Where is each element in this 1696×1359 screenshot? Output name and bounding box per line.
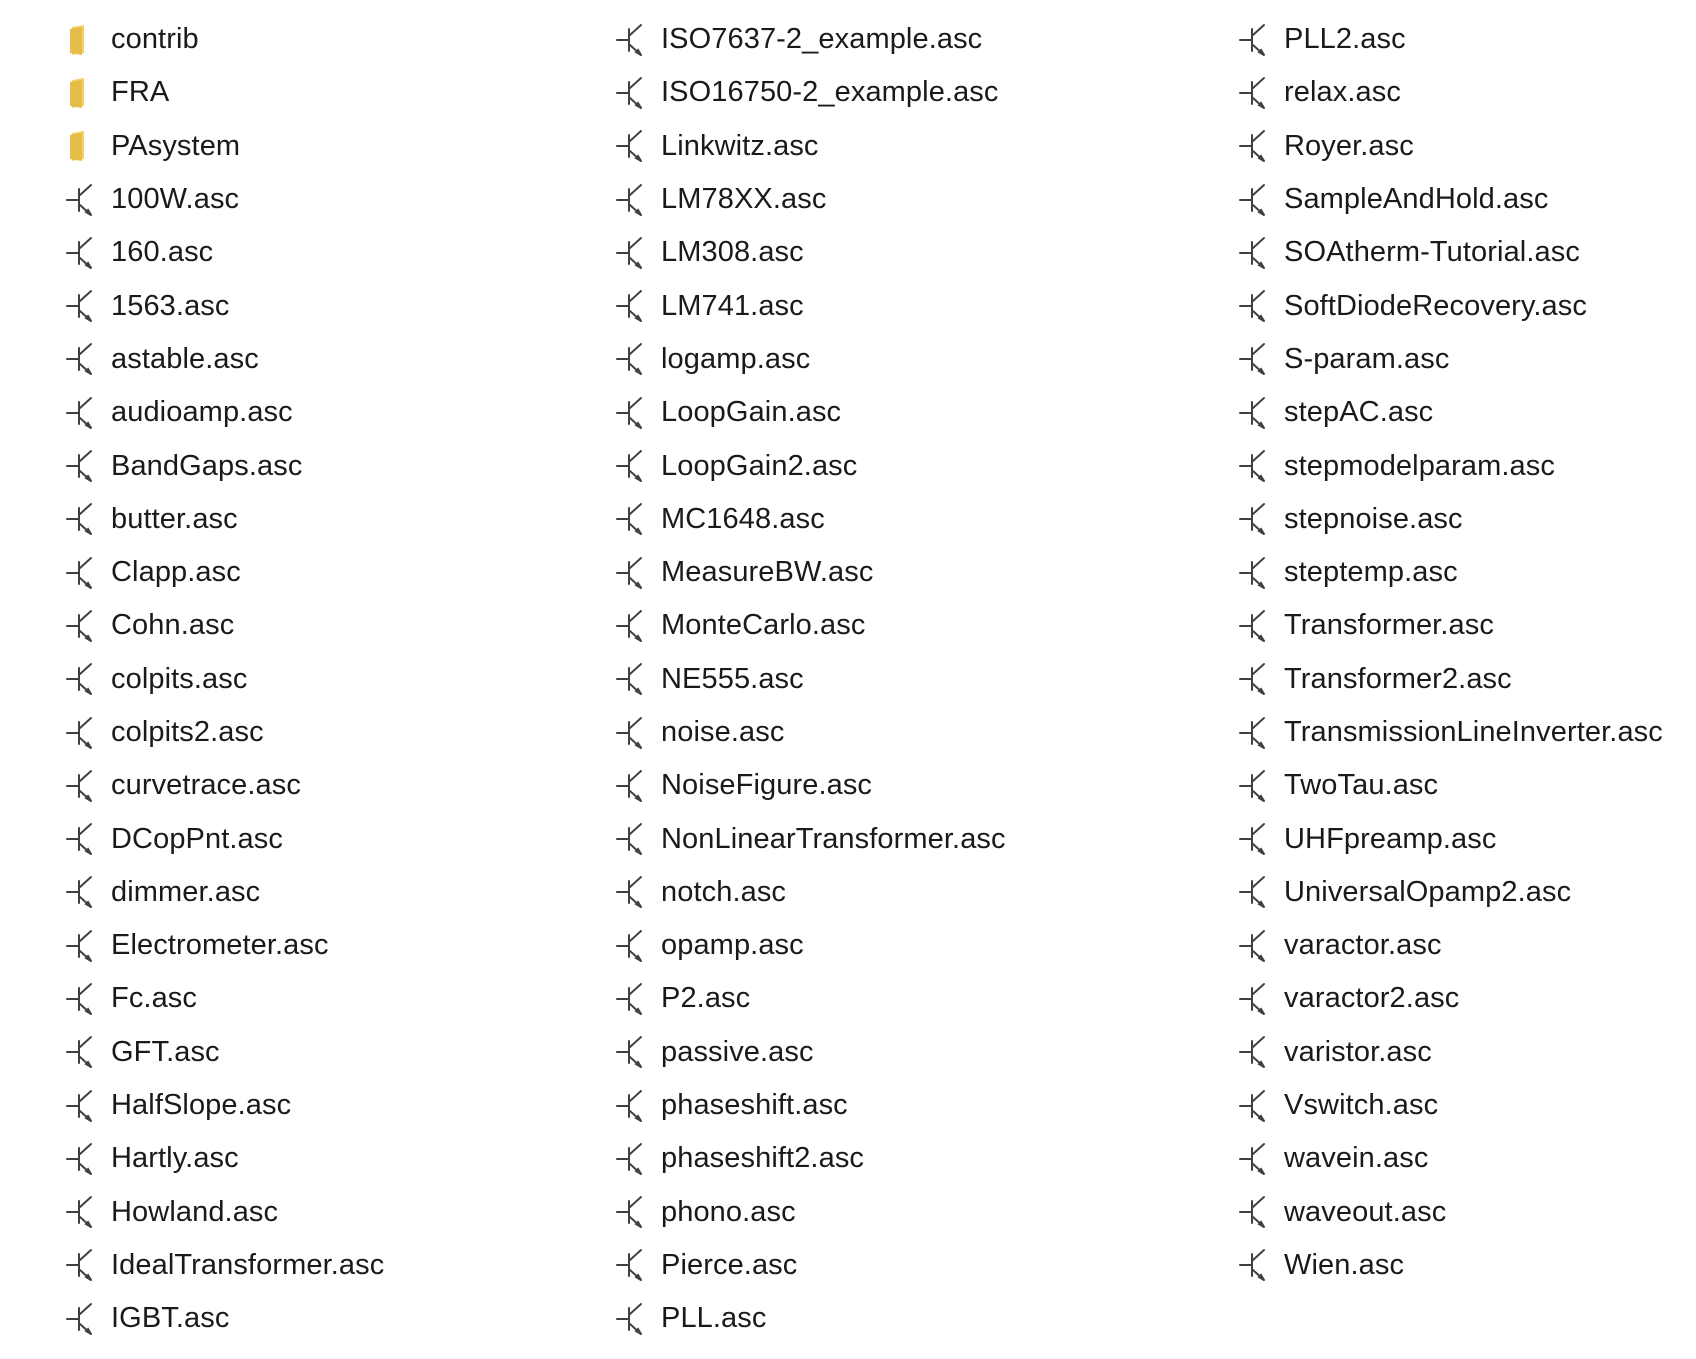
schematic-icon xyxy=(1237,822,1271,856)
schematic-icon xyxy=(64,396,98,430)
file-item-noise-asc[interactable] xyxy=(614,706,1214,759)
file-item-igbt-asc[interactable] xyxy=(64,1292,584,1345)
file-name-label: phaseshift2.asc xyxy=(661,1142,865,1175)
file-item-montecarlo-asc[interactable] xyxy=(614,599,1214,652)
file-item-wien-asc[interactable] xyxy=(1237,1239,1696,1292)
file-item-twotau-asc[interactable] xyxy=(1237,759,1696,812)
file-name-label: wavein.asc xyxy=(1284,1142,1429,1175)
file-name-label: UniversalOpamp2.asc xyxy=(1284,875,1572,908)
file-item-waveout-asc[interactable] xyxy=(1237,1186,1696,1239)
file-name-label: SOAtherm-Tutorial.asc xyxy=(1284,236,1580,269)
file-item-iso16750-2-example-asc[interactable] xyxy=(614,66,1214,119)
file-item-stepac-asc[interactable] xyxy=(1237,386,1696,439)
file-column-1 xyxy=(64,13,584,1345)
file-item-butter-asc[interactable] xyxy=(64,493,584,546)
file-name-label: colpits.asc xyxy=(111,662,248,695)
schematic-icon xyxy=(614,183,648,217)
file-name-label: 160.asc xyxy=(111,236,214,269)
schematic-icon xyxy=(614,556,648,590)
file-item-sampleandhold-asc[interactable] xyxy=(1237,173,1696,226)
file-name-label: noise.asc xyxy=(661,716,785,748)
file-name-label: varistor.asc xyxy=(1284,1035,1432,1068)
schematic-icon xyxy=(1237,556,1271,590)
schematic-icon xyxy=(64,183,98,217)
file-item-stepmodelparam-asc[interactable] xyxy=(1237,439,1696,492)
file-name-label: Wien.asc xyxy=(1284,1248,1405,1281)
file-name-label: astable.asc xyxy=(111,342,259,375)
file-name-label: NoiseFigure.asc xyxy=(661,769,873,802)
schematic-icon xyxy=(1237,769,1271,803)
file-name-label: HalfSlope.asc xyxy=(111,1089,292,1122)
schematic-icon xyxy=(614,342,648,376)
file-item-logamp-asc[interactable] xyxy=(614,333,1214,386)
schematic-icon xyxy=(64,875,98,909)
schematic-icon xyxy=(614,1302,648,1336)
schematic-icon xyxy=(614,769,648,803)
file-name-label: LoopGain.asc xyxy=(661,396,842,429)
file-name-label: logamp.asc xyxy=(661,342,811,375)
file-item-passive-asc[interactable] xyxy=(614,1026,1214,1079)
file-item-clapp-asc[interactable] xyxy=(64,546,584,599)
file-name-label: P2.asc xyxy=(661,982,751,1015)
file-item-notch-asc[interactable] xyxy=(614,866,1214,919)
file-item-hartly-asc[interactable] xyxy=(64,1132,584,1185)
file-name-label: Royer.asc xyxy=(1284,129,1414,162)
schematic-icon xyxy=(614,929,648,963)
file-name-label: steptemp.asc xyxy=(1284,556,1458,589)
file-name-label: Vswitch.asc xyxy=(1284,1089,1439,1122)
schematic-icon xyxy=(614,1142,648,1176)
file-name-label: GFT.asc xyxy=(111,1035,220,1068)
schematic-icon xyxy=(1237,609,1271,643)
file-item-mc1648-asc[interactable] xyxy=(614,493,1214,546)
file-name-label: UHFpreamp.asc xyxy=(1284,822,1497,855)
schematic-icon xyxy=(614,1248,648,1282)
schematic-icon xyxy=(64,1089,98,1123)
file-name-label: LoopGain2.asc xyxy=(661,449,858,482)
file-item-160-asc[interactable] xyxy=(64,226,584,279)
schematic-icon xyxy=(614,396,648,430)
file-item-soatherm-tutorial-asc[interactable] xyxy=(1237,226,1696,279)
file-name-label: Cohn.asc xyxy=(111,609,235,642)
file-name-label: IdealTransformer.asc xyxy=(111,1248,385,1281)
schematic-icon xyxy=(614,23,648,57)
file-item-p2-asc[interactable] xyxy=(614,972,1214,1025)
file-name-label: LM308.asc xyxy=(661,236,804,269)
file-item-iso7637-2-example-asc[interactable] xyxy=(614,13,1214,66)
file-name-label: phono.asc xyxy=(661,1195,796,1228)
file-item-dimmer-asc[interactable] xyxy=(64,866,584,919)
file-item-steptemp-asc[interactable] xyxy=(1237,546,1696,599)
file-name-label: varactor2.asc xyxy=(1284,982,1460,1015)
schematic-icon xyxy=(614,449,648,483)
schematic-icon xyxy=(64,449,98,483)
file-name-label: ISO16750-2_example.asc xyxy=(661,76,999,109)
file-item-astable-asc[interactable] xyxy=(64,333,584,386)
file-name-label: TransmissionLineInverter.asc xyxy=(1284,716,1663,748)
file-item-gft-asc[interactable] xyxy=(64,1026,584,1079)
file-name-label: PLL2.asc xyxy=(1284,23,1406,56)
file-name-label: Transformer.asc xyxy=(1284,609,1494,642)
file-name-label: BandGaps.asc xyxy=(111,449,303,482)
file-item-colpits-asc[interactable] xyxy=(64,653,584,706)
file-item-cohn-asc[interactable] xyxy=(64,599,584,652)
file-item-colpits2-asc[interactable] xyxy=(64,706,584,759)
folder-item-pasystem[interactable] xyxy=(64,120,584,173)
file-name-label: relax.asc xyxy=(1284,76,1401,109)
file-name-label: FRA xyxy=(111,76,170,109)
file-name-label: Fc.asc xyxy=(111,982,197,1015)
file-name-label: NE555.asc xyxy=(661,662,804,695)
file-name-label: Electrometer.asc xyxy=(111,929,329,962)
schematic-icon xyxy=(64,929,98,963)
schematic-icon xyxy=(64,1035,98,1069)
file-name-label: stepnoise.asc xyxy=(1284,502,1463,535)
file-name-label: varactor.asc xyxy=(1284,929,1442,962)
schematic-icon xyxy=(64,1195,98,1229)
schematic-icon xyxy=(1237,23,1271,57)
file-name-label: PAsystem xyxy=(111,129,241,162)
file-item-idealtransformer-asc[interactable] xyxy=(64,1239,584,1292)
file-name-label: audioamp.asc xyxy=(111,396,293,429)
schematic-icon xyxy=(1237,716,1271,750)
file-name-label: SampleAndHold.asc xyxy=(1284,183,1549,216)
file-item-dcoppnt-asc[interactable] xyxy=(64,812,584,865)
file-item-100w-asc[interactable] xyxy=(64,173,584,226)
schematic-icon xyxy=(614,76,648,110)
schematic-icon xyxy=(64,1142,98,1176)
schematic-icon xyxy=(1237,929,1271,963)
file-name-label: 1563.asc xyxy=(111,289,230,322)
schematic-icon xyxy=(64,662,98,696)
file-name-label: PLL.asc xyxy=(661,1302,767,1335)
file-item-transmissionlineinverter-asc[interactable] xyxy=(1237,706,1696,759)
file-name-label: MC1648.asc xyxy=(661,502,825,535)
schematic-icon xyxy=(1237,396,1271,430)
file-item-bandgaps-asc[interactable] xyxy=(64,439,584,492)
file-item-royer-asc[interactable] xyxy=(1237,120,1696,173)
file-item-lm78xx-asc[interactable] xyxy=(614,173,1214,226)
schematic-icon xyxy=(64,716,98,750)
schematic-icon xyxy=(1237,1089,1271,1123)
file-name-label: dimmer.asc xyxy=(111,875,261,908)
file-name-label: waveout.asc xyxy=(1284,1195,1447,1228)
file-name-label: LM78XX.asc xyxy=(661,183,827,216)
schematic-icon xyxy=(614,822,648,856)
file-name-label: Howland.asc xyxy=(111,1195,279,1228)
file-name-label: 100W.asc xyxy=(111,183,240,216)
schematic-icon xyxy=(614,129,648,163)
schematic-icon xyxy=(614,716,648,750)
file-item-varactor-asc[interactable] xyxy=(1237,919,1696,972)
schematic-icon xyxy=(1237,1142,1271,1176)
schematic-icon xyxy=(64,609,98,643)
schematic-icon xyxy=(614,1035,648,1069)
schematic-icon xyxy=(614,502,648,536)
file-item-loopgain2-asc[interactable] xyxy=(614,439,1214,492)
file-item-ne555-asc[interactable] xyxy=(614,653,1214,706)
file-item-softdioderecovery-asc[interactable] xyxy=(1237,279,1696,332)
folder-item-contrib[interactable] xyxy=(64,13,584,66)
file-name-label: Linkwitz.asc xyxy=(661,129,819,162)
file-item-linkwitz-asc[interactable] xyxy=(614,120,1214,173)
folder-item-fra[interactable] xyxy=(64,66,584,119)
schematic-icon xyxy=(64,1248,98,1282)
file-item-howland-asc[interactable] xyxy=(64,1186,584,1239)
schematic-icon xyxy=(1237,183,1271,217)
file-name-label: Clapp.asc xyxy=(111,556,241,589)
folder-icon xyxy=(64,23,98,57)
schematic-icon xyxy=(64,769,98,803)
schematic-icon xyxy=(64,342,98,376)
file-name-label: Pierce.asc xyxy=(661,1248,798,1281)
file-item-fc-asc[interactable] xyxy=(64,972,584,1025)
schematic-icon xyxy=(614,982,648,1016)
schematic-icon xyxy=(614,875,648,909)
schematic-icon xyxy=(64,236,98,270)
schematic-icon xyxy=(64,982,98,1016)
file-name-label: notch.asc xyxy=(661,875,787,908)
schematic-icon xyxy=(1237,289,1271,323)
schematic-icon xyxy=(64,822,98,856)
schematic-icon xyxy=(614,609,648,643)
file-name-label: opamp.asc xyxy=(661,929,804,962)
file-name-label: MeasureBW.asc xyxy=(661,556,874,589)
schematic-icon xyxy=(1237,236,1271,270)
file-column-2 xyxy=(614,13,1214,1345)
file-item-phaseshift-asc[interactable] xyxy=(614,1079,1214,1132)
file-name-label: butter.asc xyxy=(111,502,238,535)
file-item-nonlineartransformer-asc[interactable] xyxy=(614,812,1214,865)
file-name-label: Transformer2.asc xyxy=(1284,662,1512,695)
file-item-phono-asc[interactable] xyxy=(614,1186,1214,1239)
file-name-label: MonteCarlo.asc xyxy=(661,609,866,642)
schematic-icon xyxy=(64,289,98,323)
file-name-label: ISO7637-2_example.asc xyxy=(661,23,983,56)
schematic-icon xyxy=(1237,129,1271,163)
schematic-icon xyxy=(614,1089,648,1123)
file-name-label: Hartly.asc xyxy=(111,1142,239,1175)
file-item-stepnoise-asc[interactable] xyxy=(1237,493,1696,546)
file-item-loopgain-asc[interactable] xyxy=(614,386,1214,439)
file-column-3 xyxy=(1237,13,1696,1292)
schematic-icon xyxy=(614,1195,648,1229)
schematic-icon xyxy=(1237,342,1271,376)
schematic-icon xyxy=(1237,502,1271,536)
file-item-opamp-asc[interactable] xyxy=(614,919,1214,972)
schematic-icon xyxy=(1237,76,1271,110)
schematic-icon xyxy=(1237,1035,1271,1069)
file-name-label: S-param.asc xyxy=(1284,342,1450,375)
file-item-electrometer-asc[interactable] xyxy=(64,919,584,972)
file-item-curvetrace-asc[interactable] xyxy=(64,759,584,812)
file-item-1563-asc[interactable] xyxy=(64,279,584,332)
file-name-label: SoftDiodeRecovery.asc xyxy=(1284,289,1587,322)
folder-icon xyxy=(64,76,98,110)
file-name-label: contrib xyxy=(111,23,199,56)
file-item-measurebw-asc[interactable] xyxy=(614,546,1214,599)
file-item-relax-asc[interactable] xyxy=(1237,66,1696,119)
schematic-icon xyxy=(1237,1248,1271,1282)
file-item-transformer-asc[interactable] xyxy=(1237,599,1696,652)
file-name-label: DCopPnt.asc xyxy=(111,822,283,855)
file-item-uhfpreamp-asc[interactable] xyxy=(1237,812,1696,865)
file-item-audioamp-asc[interactable] xyxy=(64,386,584,439)
schematic-icon xyxy=(1237,1195,1271,1229)
file-item-pll-asc[interactable] xyxy=(614,1292,1214,1345)
file-item-pierce-asc[interactable] xyxy=(614,1239,1214,1292)
file-name-label: stepmodelparam.asc xyxy=(1284,449,1555,482)
file-name-label: LM741.asc xyxy=(661,289,804,322)
file-item-wavein-asc[interactable] xyxy=(1237,1132,1696,1185)
file-item-phaseshift2-asc[interactable] xyxy=(614,1132,1214,1185)
file-name-label: curvetrace.asc xyxy=(111,769,301,802)
file-name-label: colpits2.asc xyxy=(111,716,264,748)
file-item-lm741-asc[interactable] xyxy=(614,279,1214,332)
schematic-icon xyxy=(1237,662,1271,696)
schematic-icon xyxy=(1237,982,1271,1016)
file-item-s-param-asc[interactable] xyxy=(1237,333,1696,386)
file-name-label: stepAC.asc xyxy=(1284,396,1434,429)
file-name-label: IGBT.asc xyxy=(111,1302,230,1335)
file-item-halfslope-asc[interactable] xyxy=(64,1079,584,1132)
file-name-label: phaseshift.asc xyxy=(661,1089,848,1122)
file-item-pll2-asc[interactable] xyxy=(1237,13,1696,66)
file-item-lm308-asc[interactable] xyxy=(614,226,1214,279)
schematic-icon xyxy=(614,662,648,696)
schematic-icon xyxy=(614,289,648,323)
file-name-label: TwoTau.asc xyxy=(1284,769,1439,802)
file-item-transformer2-asc[interactable] xyxy=(1237,653,1696,706)
schematic-icon xyxy=(1237,449,1271,483)
schematic-icon xyxy=(614,236,648,270)
schematic-icon xyxy=(64,1302,98,1336)
file-name-label: passive.asc xyxy=(661,1035,814,1068)
file-item-noisefigure-asc[interactable] xyxy=(614,759,1214,812)
file-item-varistor-asc[interactable] xyxy=(1237,1026,1696,1079)
file-item-vswitch-asc[interactable] xyxy=(1237,1079,1696,1132)
file-item-universalopamp2-asc[interactable] xyxy=(1237,866,1696,919)
schematic-icon xyxy=(64,556,98,590)
schematic-icon xyxy=(1237,875,1271,909)
file-name-label: NonLinearTransformer.asc xyxy=(661,822,1006,855)
file-item-varactor2-asc[interactable] xyxy=(1237,972,1696,1025)
folder-icon xyxy=(64,129,98,163)
schematic-icon xyxy=(64,502,98,536)
